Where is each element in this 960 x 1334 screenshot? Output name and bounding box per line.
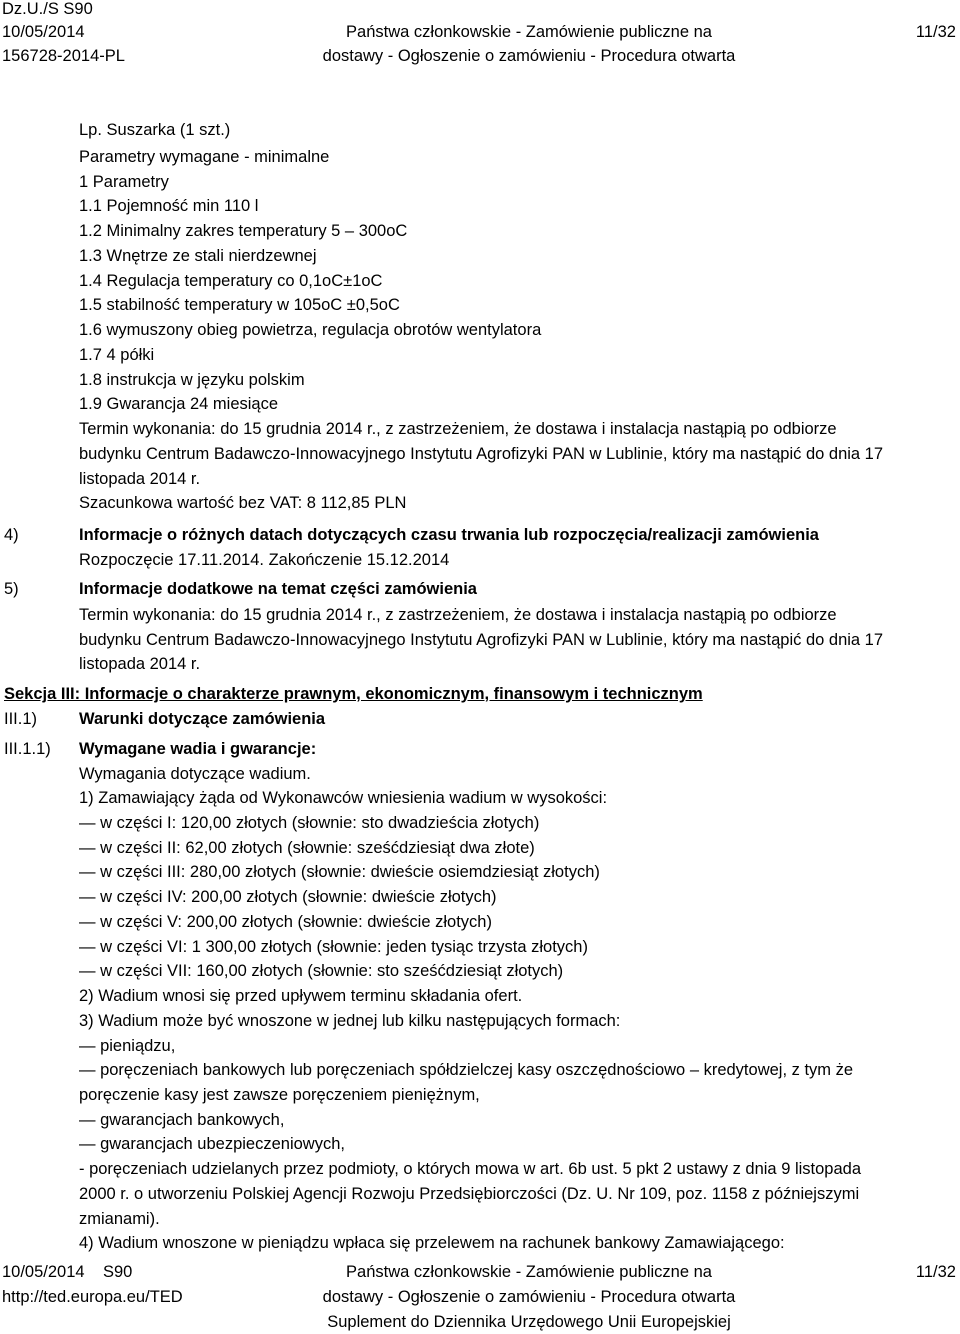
lot-line: budynku Centrum Badawczo-Innowacyjnego Instytutu Agrofizyki PAN w Lublinie, który ma nastąpić do dnia 17 <box>79 445 884 463</box>
lot-line: Termin wykonania: do 15 grudnia 2014 r., z zastrzeżeniem, że dostawa i instalacja nastąpią po odbiorze <box>79 420 837 438</box>
deposit-line: 2000 r. o utworzeniu Polskiej Agencji Rozwoju Przedsiębiorczości (Dz. U. Nr 109, poz. 1158 z późniejszymi <box>79 1185 860 1203</box>
deposit-line: — w części I: 120,00 złotych (słownie: sto dwadzieścia złotych) <box>79 814 540 832</box>
page-header <box>0 0 960 70</box>
footer-title-line1: Państwa członkowskie - Zamówienie publiczne na <box>346 1263 712 1281</box>
lot-line: 1.5 stabilność temperatury w 105oC ±0,5oC <box>79 296 400 314</box>
deposit-line: — gwarancjach ubezpieczeniowych, <box>79 1135 345 1153</box>
deposit-line: — gwarancjach bankowych, <box>79 1111 285 1129</box>
item4-text: Rozpoczęcie 17.11.2014. Zakończenie 15.12.2014 <box>79 551 450 569</box>
deposit-line: — w części II: 62,00 złotych (słownie: sześćdziesiąt dwa złote) <box>79 839 535 857</box>
lot-line: 1.4 Regulacja temperatury co 0,1oC±1oC <box>79 272 383 290</box>
deposit-line: 3) Wadium może być wnoszone w jednej lub kilku następujących formach: <box>79 1012 621 1030</box>
deposit-line: — w części IV: 200,00 złotych (słownie: dwieście złotych) <box>79 888 497 906</box>
deposit-line: 4) Wadium wnoszone w pieniądzu wpłaca się przelewem na rachunek bankowy Zamawiającego: <box>79 1234 785 1252</box>
deposit-line: poręczenie kasy jest zawsze poręczeniem pieniężnym, <box>79 1086 480 1104</box>
header-journal: Dz.U./S S90 <box>2 0 93 18</box>
deposit-line: zmianami). <box>79 1210 160 1228</box>
lot-line: 1.7 4 półki <box>79 346 155 364</box>
footer-url[interactable]: http://ted.europa.eu/TED <box>2 1288 183 1306</box>
deposit-line: — w części VII: 160,00 złotych (słownie: sto sześćdziesiąt złotych) <box>79 962 564 980</box>
lot-line: listopada 2014 r. <box>79 470 201 488</box>
footer-date: 10/05/2014 S90 <box>2 1263 133 1281</box>
footer-title-line2: dostawy - Ogłoszenie o zamówieniu - Procedura otwarta <box>322 1288 736 1306</box>
lot-line: 1.1 Pojemność min 110 l <box>79 197 259 215</box>
page-footer <box>0 1263 960 1334</box>
deposit-line: 2) Wadium wnosi się przed upływem terminu składania ofert. <box>79 987 523 1005</box>
item5-line: listopada 2014 r. <box>79 655 201 673</box>
subsection-number: III.1) <box>4 710 38 728</box>
deposit-line: Wymagania dotyczące wadium. <box>79 765 311 783</box>
item5-number: 5) <box>4 580 19 598</box>
item4-heading: Informacje o różnych datach dotyczących czasu trwania lub rozpoczęcia/realizacji zamówienia <box>79 526 819 544</box>
deposit-line: — w części V: 200,00 złotych (słownie: dwieście złotych) <box>79 913 492 931</box>
item5-line: budynku Centrum Badawczo-Innowacyjnego Instytutu Agrofizyki PAN w Lublinie, który ma nastąpić do dnia 17 <box>79 631 884 649</box>
footer-supplement: Suplement do Dziennika Urzędowego Unii Europejskiej <box>327 1313 731 1331</box>
lot-line: Lp. Suszarka (1 szt.) <box>79 121 231 139</box>
header-notice-id: 156728-2014-PL <box>2 47 125 65</box>
subsection-title: Warunki dotyczące zamówienia <box>79 710 326 728</box>
deposit-line: — pieniądzu, <box>79 1037 176 1055</box>
deposit-line: — w części III: 280,00 złotych (słownie: dwieście osiemdziesiąt złotych) <box>79 863 600 881</box>
item5-line: Termin wykonania: do 15 grudnia 2014 r., z zastrzeżeniem, że dostawa i instalacja nastąpią po odbiorze <box>79 606 837 624</box>
subsection-number: III.1.1) <box>4 740 51 758</box>
footer-page-number: 11/32 <box>915 1263 956 1281</box>
lot-line: Szacunkowa wartość bez VAT: 8 112,85 PLN <box>79 494 407 512</box>
item5-heading: Informacje dodatkowe na temat części zamówienia <box>79 580 477 598</box>
lot-line: 1.3 Wnętrze ze stali nierdzewnej <box>79 247 317 265</box>
footer-journal: S90 <box>102 1263 133 1281</box>
header-date: 10/05/2014 <box>2 23 85 41</box>
section-title: Sekcja III: Informacje o charakterze prawnym, ekonomicznym, finansowym i technicznym <box>4 685 703 703</box>
deposit-line: — w części VI: 1 300,00 złotych (słownie: jeden tysiąc trzysta złotych) <box>79 938 588 956</box>
lot-line: 1.9 Gwarancja 24 miesiące <box>79 395 279 413</box>
header-title-line2: dostawy - Ogłoszenie o zamówieniu - Procedura otwarta <box>322 47 736 65</box>
lot-line: 1.2 Minimalny zakres temperatury 5 – 300oC <box>79 222 408 240</box>
lot-line: Parametry wymagane - minimalne <box>79 148 330 166</box>
deposit-line: - poręczeniach udzielanych przez podmioty, o których mowa w art. 6b ust. 5 pkt 2 ustawy z dnia 9 listopada <box>79 1160 862 1178</box>
item4-number: 4) <box>4 526 19 544</box>
header-page-number: 11/32 <box>915 23 956 41</box>
deposit-line: 1) Zamawiający żąda od Wykonawców wniesienia wadium w wysokości: <box>79 789 608 807</box>
lot-line: 1 Parametry <box>79 173 169 191</box>
subsection-title: Wymagane wadia i gwarancje: <box>79 740 317 758</box>
deposit-line: — poręczeniach bankowych lub poręczeniach spółdzielczej kasy oszczędnościowo – kredytowej, z tym że <box>79 1061 854 1079</box>
lot-line: 1.6 wymuszony obieg powietrza, regulacja obrotów wentylatora <box>79 321 542 339</box>
lot-line: 1.8 instrukcja w języku polskim <box>79 371 305 389</box>
header-title-line1: Państwa członkowskie - Zamówienie publiczne na <box>346 23 712 41</box>
